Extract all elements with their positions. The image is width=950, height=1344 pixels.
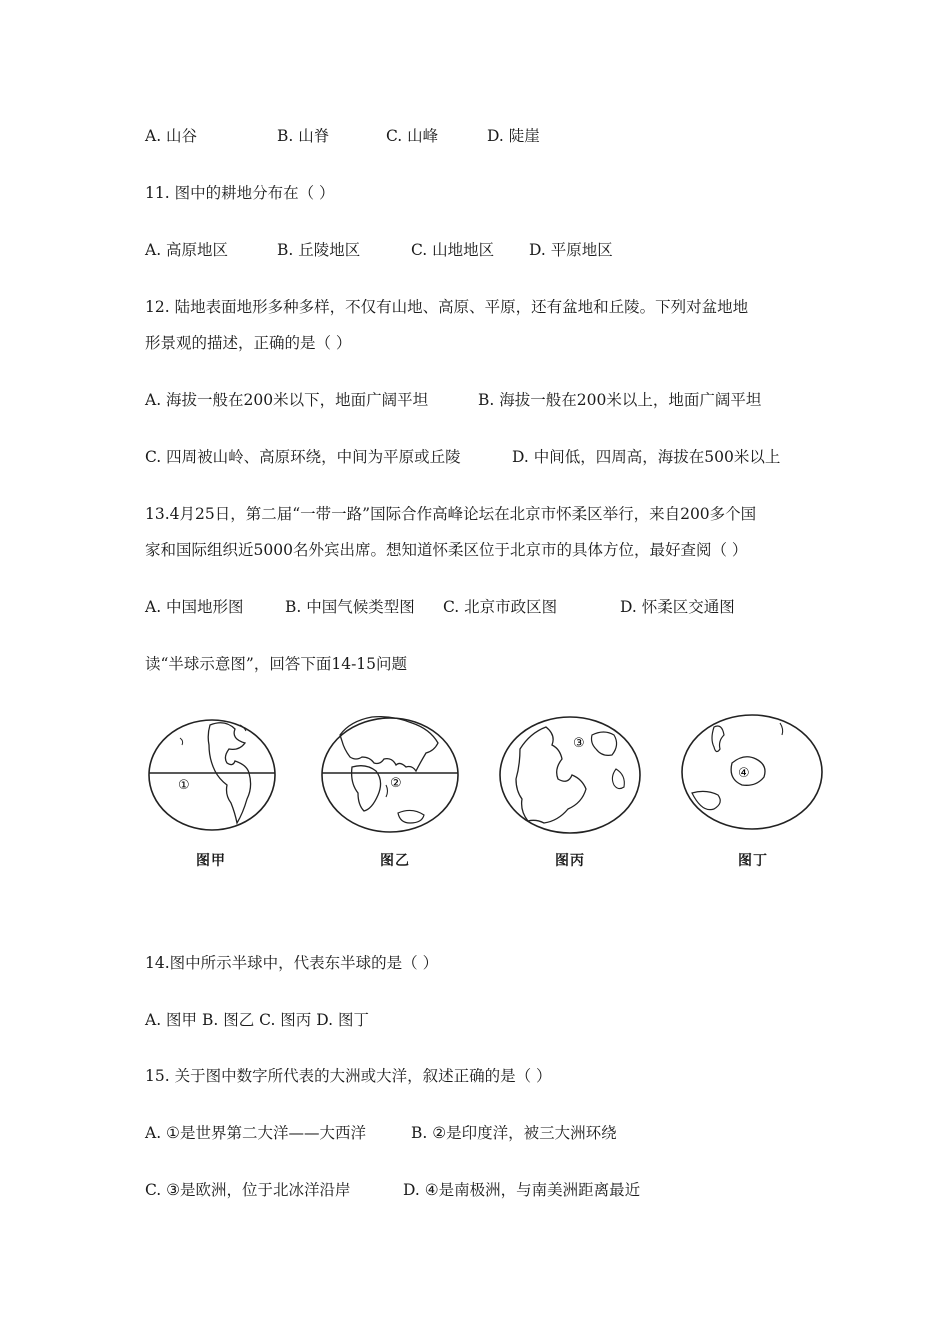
- q13-option-c: C. 北京市政区图: [443, 598, 558, 616]
- q15-stem: 15. 关于图中数字所代表的大洲或大洋，叙述正确的是（ ）: [145, 1067, 552, 1085]
- caption-ding: 图丁: [738, 853, 768, 869]
- caption-bing: 图丙: [555, 853, 585, 869]
- q10-option-d: D. 陡崖: [487, 127, 540, 145]
- caption-yi: 图乙: [380, 853, 410, 869]
- q13-stem-line2: 家和国际组织近5000名外宾出席。想知道怀柔区位于北京市的具体方位，最好查阅（ ）: [145, 541, 748, 559]
- q11-option-c: C. 山地地区: [411, 241, 495, 259]
- q14-stem: 14.图中所示半球中，代表东半球的是（ ）: [145, 954, 439, 972]
- q13-option-b: B. 中国气候类型图: [285, 598, 415, 616]
- marker-4: ④: [738, 766, 750, 781]
- hemisphere-figure: [140, 705, 840, 880]
- q12-option-d: D. 中间低，四周高，海拔在500米以上: [512, 448, 781, 466]
- q13-stem-line1: 13.4月25日，第二届“一带一路”国际合作高峰论坛在北京市怀柔区举行，来自200多个国: [145, 505, 757, 523]
- q12-option-b: B. 海拔一般在200米以上，地面广阔平坦: [478, 391, 762, 409]
- q15-option-c: C. ③是欧洲，位于北冰洋沿岸: [145, 1181, 351, 1199]
- globe-bing: [500, 717, 640, 833]
- q10-option-b: B. 山脊: [277, 127, 330, 145]
- q13-option-d: D. 怀柔区交通图: [620, 598, 735, 616]
- q15-option-d: D. ④是南极洲，与南美洲距离最近: [403, 1181, 641, 1199]
- q14-options: A. 图甲 B. 图乙 C. 图丙 D. 图丁: [145, 1011, 369, 1029]
- q11-option-b: B. 丘陵地区: [277, 241, 361, 259]
- q11-option-d: D. 平原地区: [529, 241, 613, 259]
- q12-option-c: C. 四周被山岭、高原环绕，中间为平原或丘陵: [145, 448, 461, 466]
- q11-option-a: A. 高原地区: [145, 241, 229, 259]
- q12-option-a: A. 海拔一般在200米以下，地面广阔平坦: [145, 391, 429, 409]
- q12-stem-line1: 12. 陆地表面地形多种多样，不仅有山地、高原、平原，还有盆地和丘陵。下列对盆地地: [145, 298, 749, 316]
- q15-option-b: B. ②是印度洋，被三大洲环绕: [411, 1124, 617, 1142]
- marker-1: ①: [178, 778, 190, 793]
- q11-stem: 11. 图中的耕地分布在（ ）: [145, 184, 335, 202]
- globe-yi: [322, 717, 458, 832]
- caption-jia: 图甲: [196, 853, 226, 869]
- q13-option-a: A. 中国地形图: [145, 598, 244, 616]
- q15-option-a: A. ①是世界第二大洋——大西洋: [145, 1124, 366, 1142]
- figure-intro: 读“半球示意图”，回答下面14-15问题: [145, 655, 408, 673]
- marker-2: ②: [390, 776, 402, 791]
- q10-option-c: C. 山峰: [386, 127, 439, 145]
- q10-option-a: A. 山谷: [145, 127, 198, 145]
- marker-3: ③: [573, 736, 585, 751]
- q12-stem-line2: 形景观的描述，正确的是（ ）: [145, 334, 352, 352]
- globe-ding: [682, 715, 822, 829]
- globe-jia: [149, 720, 275, 830]
